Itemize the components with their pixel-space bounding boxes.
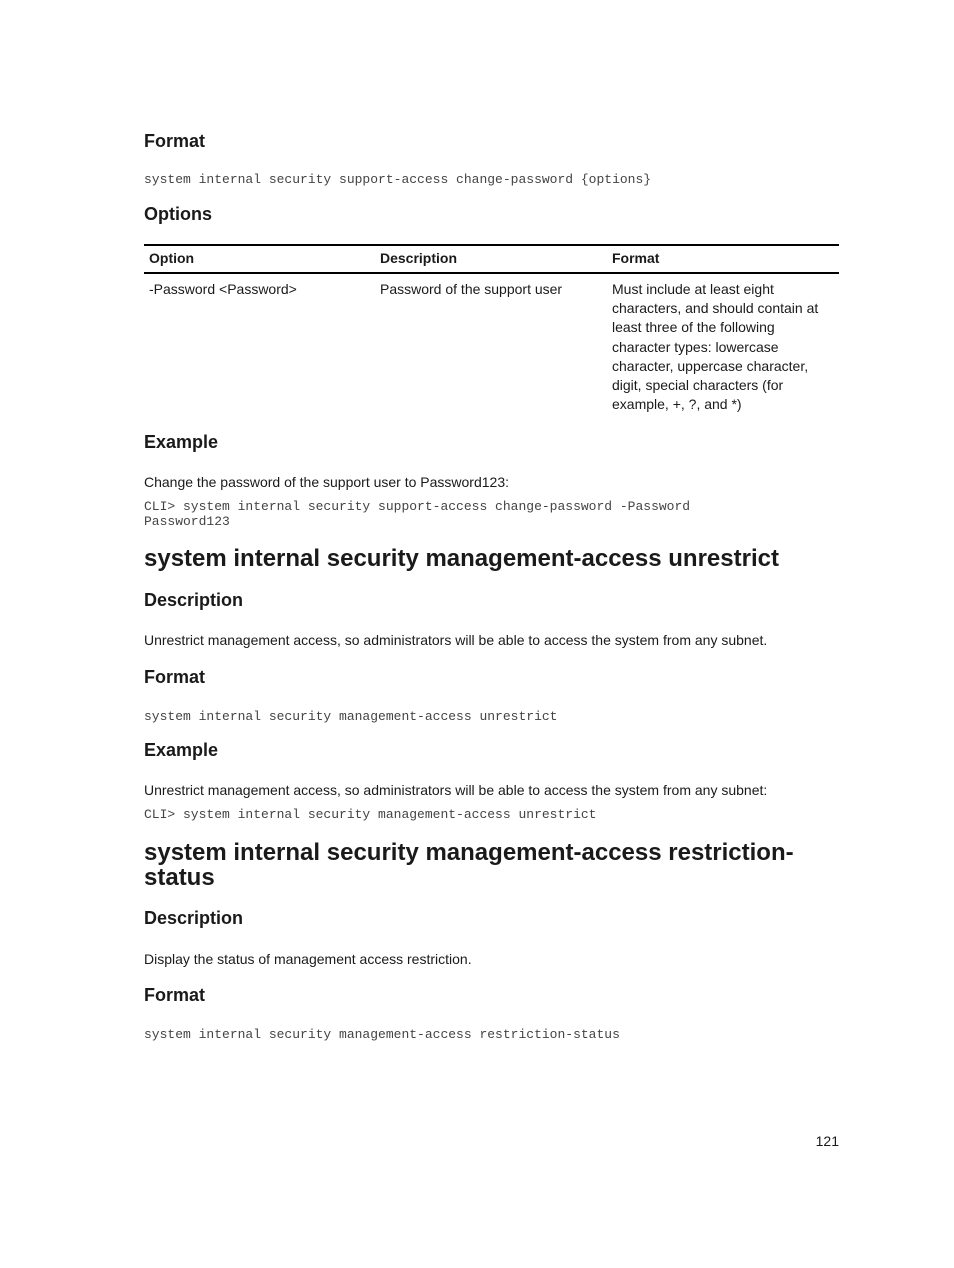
description-text: Unrestrict management access, so administrators will be able to access the system from any subnet. [144,632,768,648]
table-cell-option: -Password <Password> [149,281,297,297]
example-heading: Example [144,740,219,760]
example-heading: Example [144,432,219,452]
column-header-option: Option [144,245,375,273]
page-number: 121 [815,1133,839,1149]
options-heading: Options [144,204,212,224]
table-cell-description: Password of the support user [380,281,563,297]
example-code: CLI> system internal security management-access unrestrict [144,807,597,822]
example-text: Change the password of the support user to Password123: [144,474,509,490]
format-code: system internal security management-access restriction-status [144,1027,620,1042]
format-code: system internal security support-access change-password {options} [144,172,652,187]
format-code: system internal security management-access unrestrict [144,709,558,724]
description-text: Display the status of management access restriction. [144,951,472,967]
description-heading: Description [144,908,244,928]
table-cell-format: Must include at least eight characters, and should contain at least three of the following character types: lowercase character, uppercase character, digit, special characters (for example, +, ?, and *) [612,281,819,413]
table-header-row [144,245,839,273]
column-header-description: Description [375,245,607,273]
column-header-format: Format [607,245,839,273]
section-title-restriction-status: system internal security management-access restriction-status [144,839,794,891]
description-heading: Description [144,590,244,610]
section-title-unrestrict: system internal security management-access unrestrict [144,545,779,572]
example-text: Unrestrict management access, so administrators will be able to access the system from any subnet: [144,782,768,798]
options-table [144,244,839,418]
format-heading: Format [144,667,206,687]
table-row [144,273,839,418]
format-heading: Format [144,131,206,151]
format-heading: Format [144,985,206,1005]
example-code: CLI> system internal security support-access change-password -Password Password123 [144,499,691,529]
